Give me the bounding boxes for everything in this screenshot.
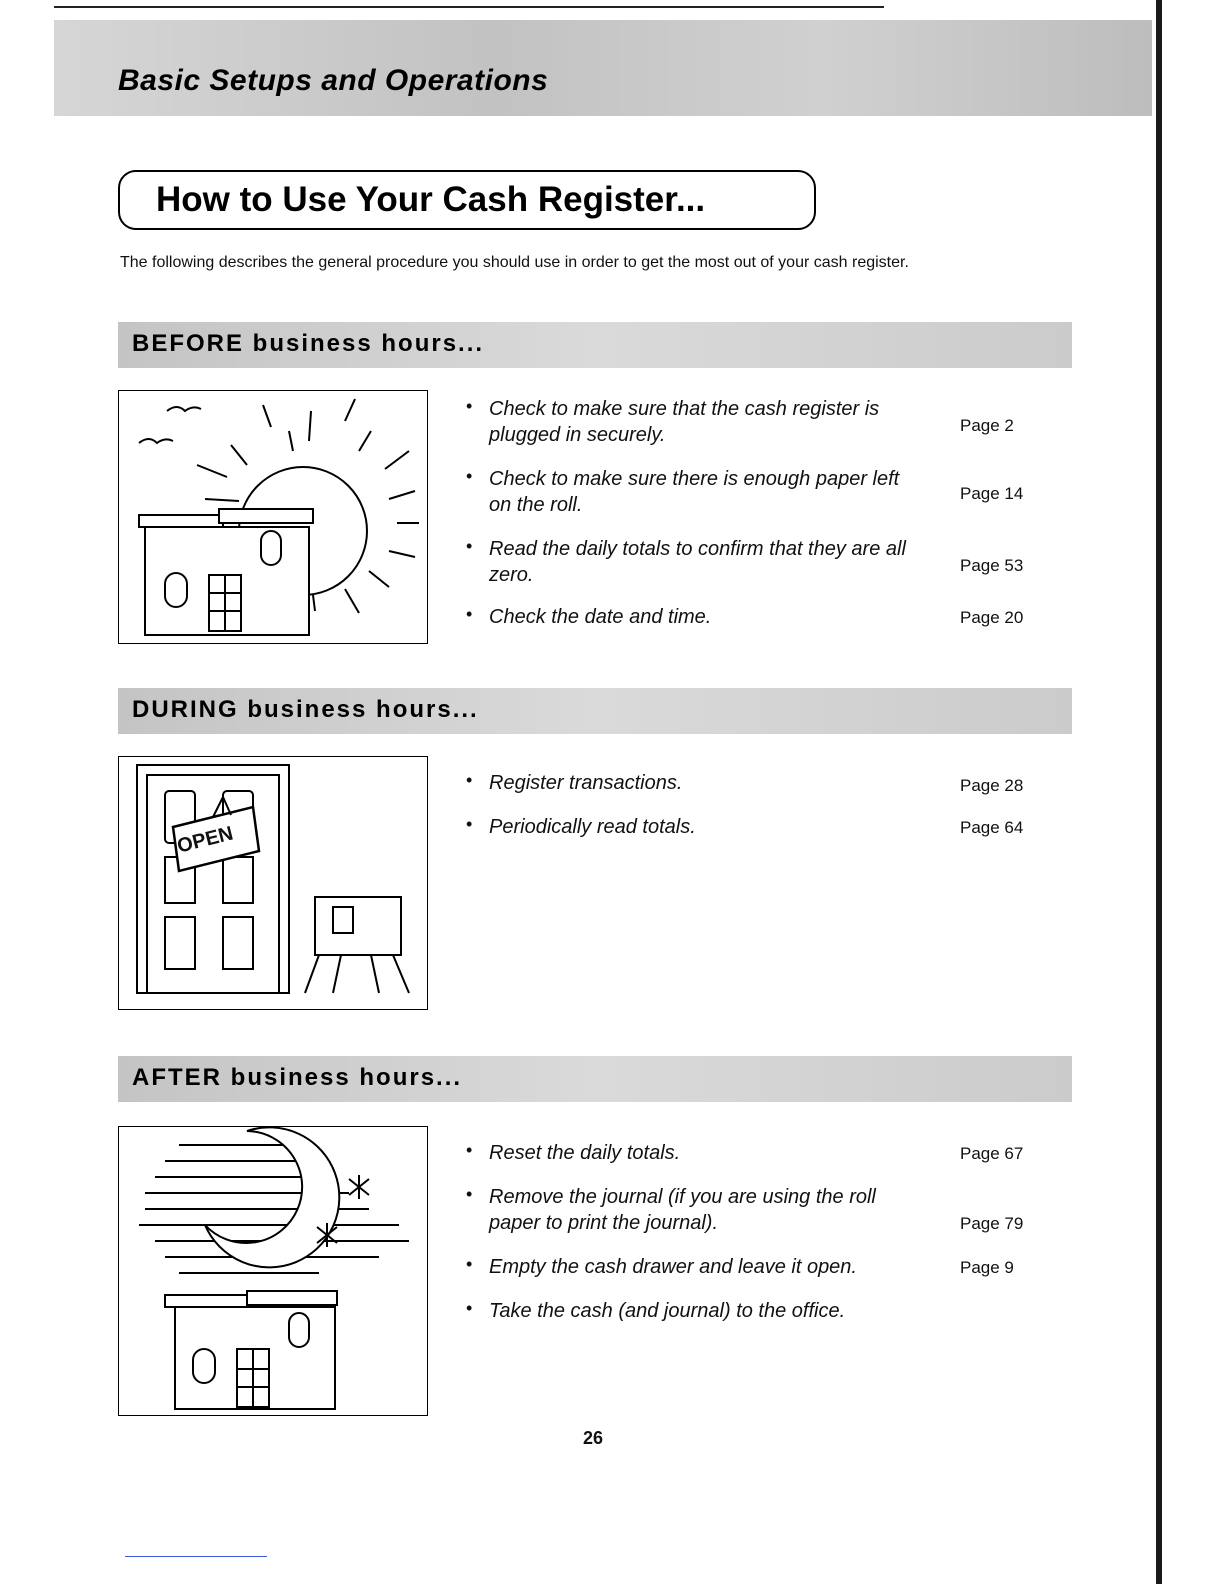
page-reference: Page 14 bbox=[960, 484, 1024, 503]
night-illustration bbox=[118, 1126, 428, 1416]
bullet: • bbox=[466, 466, 473, 486]
page-reference: Page 64 bbox=[960, 818, 1024, 837]
section-band-before bbox=[118, 322, 1072, 368]
open-sign-icon bbox=[119, 757, 427, 1009]
top-rule bbox=[54, 6, 884, 8]
section-heading-before: BEFORE business hours... bbox=[132, 330, 485, 357]
bullet: • bbox=[466, 1298, 473, 1318]
item-text: Check the date and time. bbox=[489, 606, 712, 628]
bullet: • bbox=[466, 536, 473, 556]
page-reference: Page 2 bbox=[960, 416, 1014, 435]
section-heading-during: DURING business hours... bbox=[132, 696, 479, 723]
page-number: 26 bbox=[583, 1428, 604, 1448]
bullet: • bbox=[466, 1254, 473, 1274]
page-reference: Page 53 bbox=[960, 556, 1024, 575]
item-text: Register transactions. bbox=[489, 772, 683, 794]
bullet: • bbox=[466, 604, 473, 624]
sunrise-icon bbox=[119, 391, 427, 643]
open-door-illustration bbox=[118, 756, 428, 1010]
page-reference: Page 79 bbox=[960, 1214, 1024, 1233]
sunrise-illustration bbox=[118, 390, 428, 644]
footer-rule bbox=[125, 1556, 267, 1557]
title-box bbox=[118, 170, 816, 230]
page-reference: Page 9 bbox=[960, 1258, 1014, 1277]
page-title: How to Use Your Cash Register... bbox=[156, 180, 706, 219]
bullet: • bbox=[466, 770, 473, 790]
intro-text: The following describes the general procedure you should use in order to get the most out of your cash register. bbox=[120, 254, 909, 271]
item-text: Read the daily totals to confirm that they are all zero. bbox=[489, 538, 906, 586]
section-band-after bbox=[118, 1056, 1072, 1102]
item-text: Periodically read totals. bbox=[489, 816, 696, 838]
bullet: • bbox=[466, 814, 473, 834]
page-reference: Page 28 bbox=[960, 776, 1024, 795]
moon-icon bbox=[119, 1127, 427, 1415]
item-text: Take the cash (and journal) to the office. bbox=[489, 1300, 846, 1322]
page-reference: Page 20 bbox=[960, 608, 1024, 627]
bullet: • bbox=[466, 1184, 473, 1204]
section-band-during bbox=[118, 688, 1072, 734]
bullet: • bbox=[466, 1140, 473, 1160]
item-text: Remove the journal (if you are using the roll paper to print the journal). bbox=[489, 1186, 876, 1234]
item-text: Reset the daily totals. bbox=[489, 1142, 681, 1164]
chapter-title: Basic Setups and Operations bbox=[118, 64, 549, 97]
item-text: Check to make sure that the cash register is plugged in securely. bbox=[489, 398, 880, 446]
item-text: Check to make sure there is enough paper left on the roll. bbox=[489, 468, 900, 516]
bullet: • bbox=[466, 396, 473, 416]
page-reference: Page 67 bbox=[960, 1144, 1024, 1163]
item-text: Empty the cash drawer and leave it open. bbox=[489, 1256, 857, 1278]
open-sign-label: OPEN bbox=[175, 822, 236, 858]
section-heading-after: AFTER business hours... bbox=[132, 1064, 463, 1091]
page-edge bbox=[1156, 0, 1162, 1584]
